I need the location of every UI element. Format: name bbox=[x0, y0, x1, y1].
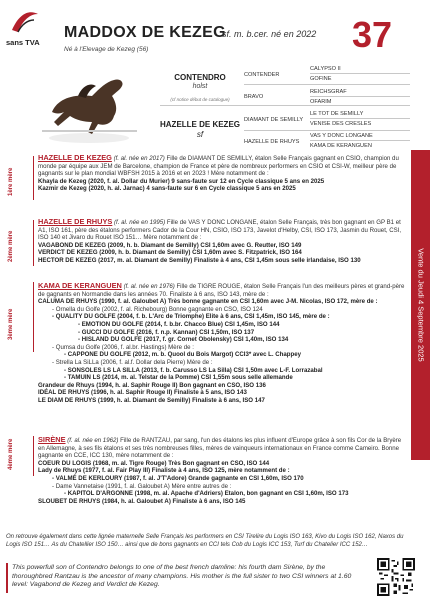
produce-line: HECTOR DE KEZEG (2017, m. al. Diamant de Semilly) Finaliste à 4 ans, CSI 1,45m sous selle irlandaise, ISO 130 bbox=[38, 256, 361, 264]
second-dam-info: (f. al. née en 1995) bbox=[114, 219, 166, 226]
ped-kama: KAMA DE KERANGUEN bbox=[310, 143, 372, 149]
dam-name-text: HAZELLE DE KEZEG bbox=[160, 120, 241, 129]
swoosh-logo-icon bbox=[10, 8, 40, 36]
generation-label-2: 2ème mère bbox=[8, 230, 14, 262]
produce-line: - CAPPONE DU GOLFE (2012, m. b. Quool du Bois Margot) CCI3* avec L. Chappey bbox=[64, 351, 302, 359]
produce-line: Grandeur de Rhuys (1994, h. al. Saphir Rouge II) Bon gagnant en CSO, ISO 136 bbox=[38, 381, 266, 389]
third-dam-text: Fille de TIGRE ROUGE, étalon Selle Français l'un des meilleurs pères et grand-père de gagnants en Normandie dans les années 70. Finaliste à 6 ans, ISO 143, mère de : bbox=[38, 283, 405, 298]
sire-note: (cf notice début de catalogue) bbox=[170, 97, 230, 102]
fourth-dam-section bbox=[38, 436, 406, 505]
ped-bravo: BRAVO bbox=[244, 94, 264, 100]
horse-name: MADDOX DE KEZEG bbox=[64, 24, 226, 41]
first-dam-text: Fille de DIAMANT DE SEMILLY, étalon Selle Français gagnant en CSIO, champion du monde par équipe aux JEM de Barcelone, champion de France et père de nombreux performers en CSIO et CSI-W, meilleur père de gagnants sur le plan mondial WBFSH 2015 à 2016 et en 2023 ! Mère notamment de : bbox=[38, 155, 399, 178]
horse-subtitle: sf. m. b.cer. né en 2022 bbox=[222, 29, 317, 39]
ped-calypso: CALYPSO II bbox=[310, 66, 341, 72]
fourth-dam-text: Fille de RANTZAU, par sang, l'un des étalons les plus influent d'Europe grâce à son fils Cor de la Bryère en Allemagne, à ses fils étalons et ses très nombreuses filles, mères de vainqueurs internationaux en France comme Cameiro. Bonne gagnante en CCE, ICC 130, mère notamment de : bbox=[38, 437, 402, 460]
ped-diamant: DIAMANT DE SEMILLY bbox=[244, 117, 304, 123]
jumping-horse-image bbox=[34, 68, 149, 148]
pedigree-divider bbox=[244, 84, 410, 85]
produce-line: SLOUBET DE RHUYS (1984, h. al. Galoubet A) Finaliste à 6 ans, ISO 145 bbox=[38, 497, 246, 505]
generation-bar bbox=[33, 436, 34, 476]
produce-line: - Strella La SiLLa (2006, f. al.f. Dollar dela Pierre) Mère de : bbox=[52, 358, 213, 366]
sire-breed: holst bbox=[192, 83, 208, 90]
pedigree-divider bbox=[310, 118, 410, 119]
horse-photo bbox=[34, 68, 149, 148]
produce-line: - Dame Vannetaise (1991, f. al. Galoubet A) Mère entre autres de : bbox=[52, 482, 232, 490]
first-dam-info: (f. al. née en 2017) bbox=[113, 155, 165, 162]
fourth-dam-info: (f. al. née en 1962) bbox=[67, 437, 119, 444]
produce-line: Lady de Rhuys (1977, f. al. Fair Play III) Finaliste à 4 ans, ISO 125, mère notamment de : bbox=[38, 467, 290, 475]
produce-line: - EMOTION DU GOLFE (2014, f. b.br. Chacco Blue) CSI 1,45m, ISO 144 bbox=[78, 320, 280, 328]
pedigree-divider bbox=[310, 140, 410, 141]
generation-bar bbox=[33, 156, 34, 200]
english-summary: This powerfull son of Contendro belongs to one of the best french damline: his fourth dam Sirène, by the thoroughbred Rantzau is the ancestor of many champions. His mother is the full sister to two CSI winners at 1.60 level: Vagabond de Kezeg and Verdict de Kezeg. bbox=[12, 564, 352, 588]
fourth-dam-name: SIRÈNE bbox=[38, 435, 66, 444]
third-dam-section bbox=[38, 282, 406, 405]
produce-line: - Ornella du Golfe (2002, f. al. Richebourg) Bonne gagnante en CSO, ISO 124 bbox=[52, 305, 263, 313]
sale-date-text: Vente du Jeudi 4 Septembre 2025 bbox=[416, 248, 425, 362]
logo-text: sans TVA bbox=[6, 38, 40, 47]
qr-code-icon[interactable] bbox=[377, 558, 415, 596]
third-dam-info: (f. al. née en 1976) bbox=[123, 283, 175, 290]
produce-line: COEUR DU LOGIS (1968, m. al. Tigre Rouge) Très Bon gagnant en CSO, ISO 144 bbox=[38, 459, 270, 467]
lot-number: 37 bbox=[352, 14, 393, 55]
third-dam-name: KAMA DE KERANGUEN bbox=[38, 281, 122, 290]
birthplace: Né à l'Elevage de Kezeg (56) bbox=[64, 46, 149, 53]
produce-line: VERDICT DE KEZEG (2009, h. b. Diamant de Semilly) CSI 1,60m avec S. Fitzpatrick, ISO 164 bbox=[38, 249, 302, 257]
pedigree-divider bbox=[160, 105, 410, 106]
ped-le-tot: LE TOT DE SEMILLY bbox=[310, 111, 364, 117]
produce-line: LE DIAM DE RHUYS (1999, h. al. Diamant de Semilly) Finaliste à 6 ans, ISO 147 bbox=[38, 396, 265, 404]
produce-line: - HISLAND DU GOLFE (2017, f. gr. Cornet Obolensky) CSI 1,40m, ISO 134 bbox=[78, 336, 289, 344]
sire-name: CONTENDRO bbox=[174, 73, 226, 82]
generation-label-1: 1ère mère bbox=[8, 167, 14, 196]
generation-bar bbox=[33, 282, 34, 352]
generation-bar bbox=[33, 220, 34, 266]
produce-line: - TAMUIN LS (2014, m. al. Telstar de la Pomme) CSI 1,55m sous selle allemande bbox=[64, 374, 293, 382]
produce-line: VAGABOND DE KEZEG (2009, h. b. Diamant de Semilly) CSI 1,60m avec G. Reutter, ISO 149 bbox=[38, 241, 302, 249]
english-note-bar bbox=[6, 563, 8, 593]
produce-line: IDÉAL DE RHUYS (1996, h. al. Saphir Rouge II) Finaliste à 5 ans, ISO 143 bbox=[38, 389, 247, 397]
produce-line: - SONSOLES LS LA SILLA (2013, f. b. Carusso LS La Silla) CSI 1,50m avec L-F. Lorrazabal bbox=[64, 366, 323, 374]
produce-line: - GUCCI DU GOLFE (2016, f. n.p. Kannan) CSI 1,50m, ISO 137 bbox=[78, 328, 255, 336]
pedigree-divider bbox=[310, 73, 410, 74]
dam-name bbox=[160, 120, 240, 140]
ped-hazelle-rhuys: HAZELLE DE RHUYS bbox=[244, 139, 300, 145]
logo bbox=[6, 8, 46, 52]
ped-contender: CONTENDER bbox=[244, 72, 280, 78]
ped-gofine: GOFINE bbox=[310, 76, 332, 82]
produce-line: Khayla de Kezeg (2020, f. al. Dollar du Murier) 9 sans-faute sur 12 en Cycle classique 5 ans en 2025 bbox=[38, 177, 325, 185]
produce-line: Kazmir de Kezeg (2020, h. al. Jarnac) 4 sans-faute sur 6 en Cycle classique 5 ans en 2025 bbox=[38, 185, 296, 193]
pedigree-divider bbox=[244, 130, 410, 131]
produce-line: - Qumsa du Golfe (2006, f. al.br. Hastings) Mère de : bbox=[52, 343, 194, 351]
ped-reichsgraf: REICHSGRAF bbox=[310, 89, 347, 95]
produce-line: - QUALITY DU GOLFE (2004, f. b. L'Arc de Triomphe) Elite à 6 ans, CSI 1,45m, ISO 145, mère de : bbox=[52, 313, 330, 321]
french-note: On retrouve également dans cette lignée maternelle Selle Français les performers en CSI Tirelire du Logis ISO 163, Kivo du Logis ISO 162, Naxos du Logis ISO 151… As du Chatellier ISO 150… ainsi que de bons gagnants en CCI tels Cob du Logis ICC 153, Turf du Chatelier ICC 152… bbox=[6, 534, 404, 548]
ped-venise: VENISE DES CRESLES bbox=[310, 121, 372, 127]
ped-ofarim: OFARIM bbox=[310, 99, 332, 105]
produce-line: CALUMA DE RHUYS (1990, f. al. Galoubet A) Très bonne gagnante en CSI 1,60m avec J-M. Nicolas, ISO 172, mère de : bbox=[38, 298, 378, 306]
dam-breed: sf bbox=[196, 130, 204, 139]
generation-label-3: 3ème mère bbox=[8, 308, 14, 340]
first-dam-name: HAZELLE DE KEZEG bbox=[38, 153, 112, 162]
produce-line: - VALMÉ DE KERLOURY (1987, f. al. J'T'Adore) Grande gagnante en CSI 1,60m, ISO 170 bbox=[52, 474, 304, 482]
generation-label-4: 4ème mère bbox=[8, 438, 14, 470]
first-dam-section bbox=[38, 154, 406, 193]
produce-line: - KAPITOL D'ARGONNE (1998, m. al. Apache d'Adriers) Etalon, bon gagnant en CSI 1,60m, ISO 173 bbox=[64, 490, 349, 498]
second-dam-name: HAZELLE DE RHUYS bbox=[38, 217, 113, 226]
sale-date-banner bbox=[411, 150, 430, 460]
second-dam-text: Fille de VAS Y DONC LONGANE, étalon Selle Français, très bon gagnant en GP B1 et A1, ISO 161, père des étalons performers Cador de la Cour HN, CSIO, ISO 173, Javelot d'Helby, CSI, ISO 173, Jasmin du Rouet, CSI, ISO 140 et Jivaro du Rouet ISO 151… Mère notamment de : bbox=[38, 219, 402, 242]
pedigree-divider bbox=[310, 96, 410, 97]
ped-vas-y-donc: VAS Y DONC LONGANE bbox=[310, 133, 373, 139]
second-dam-section bbox=[38, 218, 406, 265]
